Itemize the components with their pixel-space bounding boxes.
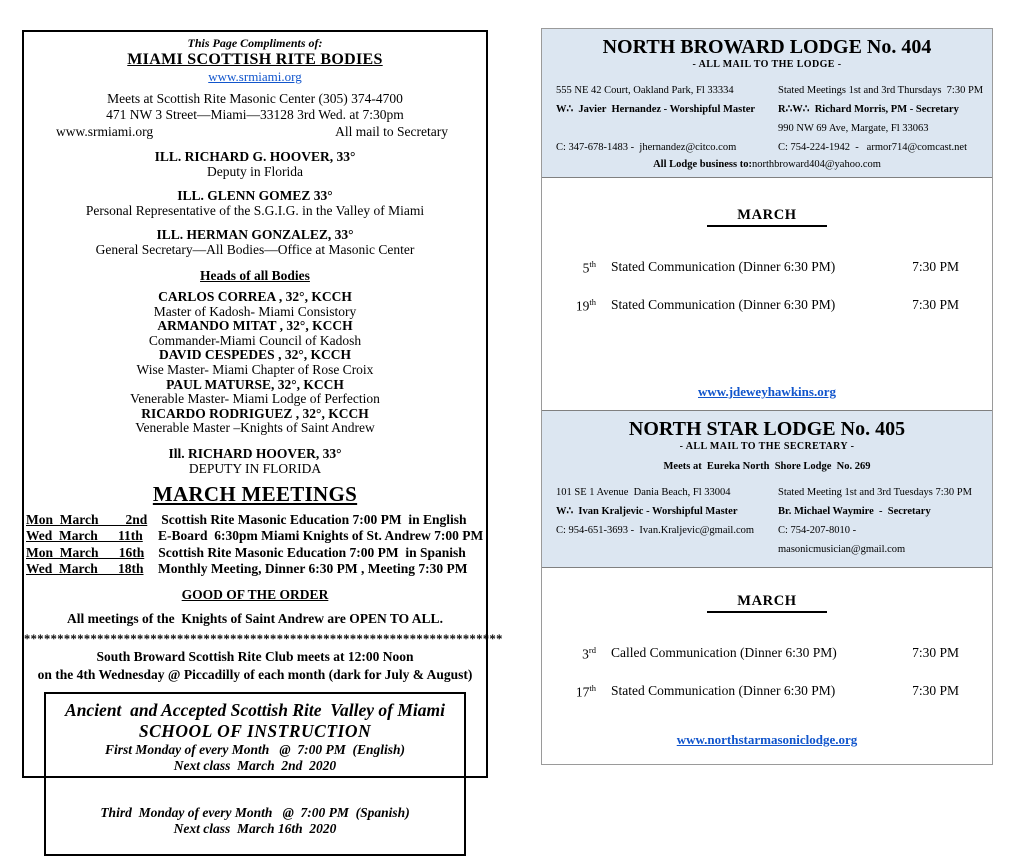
lodge404-events <box>542 259 992 314</box>
event-time: 7:30 PM <box>912 682 959 698</box>
event-row <box>542 645 992 663</box>
org-website-wrap <box>24 69 486 85</box>
officer-name: ILL. GLENN GOMEZ 33° <box>177 188 333 203</box>
march-meetings-title: MARCH MEETINGS <box>152 481 358 506</box>
good-of-order-heading: GOOD OF THE ORDER <box>181 586 329 602</box>
meeting-row <box>24 528 486 545</box>
deputy-role: DEPUTY IN FLORIDA <box>188 460 322 476</box>
officer-name: ILL. HERMAN GONZALEZ, 33° <box>156 227 354 242</box>
lodge404-subtitle: - ALL MAIL TO THE LODGE - <box>692 59 842 70</box>
compliments-line: This Page Compliments of: <box>187 36 323 50</box>
lodge404-business-label: All Lodge business to: <box>653 159 752 170</box>
event-day-suffix: rd <box>588 645 596 655</box>
lodge404-body <box>542 178 992 410</box>
northstar-link[interactable]: www.northstarmasoniclodge.org <box>676 732 858 747</box>
event-desc: Called Communication (Dinner 6:30 PM) <box>611 645 837 660</box>
lodge405-month-wrap <box>542 592 992 613</box>
school-english-next-class: Next class March 2nd 2020 <box>173 758 337 774</box>
school-spanish-next-class: Next class March 16th 2020 <box>173 821 337 837</box>
deputy-entry <box>24 446 486 476</box>
officer-role: Deputy in Florida <box>207 164 303 179</box>
lodge405-meets-at: Meets at Eureka North Shore Lodge No. 269 <box>663 461 871 472</box>
club-line-2: on the 4th Wednesday @ Piccadilly of each month (dark for July & August) <box>37 667 473 683</box>
event-time: 7:30 PM <box>912 645 959 660</box>
lodge404-website-wrap <box>542 384 992 400</box>
club-line-1: South Broward Scottish Rite Club meets at 12:00 Noon <box>96 648 414 664</box>
event-time: 7:30 PM <box>912 296 959 312</box>
lodge404-info-grid <box>542 81 992 157</box>
meeting-row <box>24 545 486 562</box>
head-role: Venerable Master –Knights of Saint Andrew <box>135 420 375 436</box>
lodge405-address: 101 SE 1 Avenue Dania Beach, Fl 33004 <box>556 487 731 498</box>
meeting-date: Wed March 11th <box>26 528 143 544</box>
lodge404-secretary-address: 990 NW 69 Ave, Margate, Fl 33063 <box>778 123 929 134</box>
meeting-desc: Monthly Meeting, Dinner 6:30 PM , Meeting 7:30 PM <box>158 561 468 577</box>
lodge405-master-contact: C: 954-651-3693 - Ivan.Kraljevic@gmail.com <box>556 525 755 536</box>
lodge405-info-grid <box>542 483 992 559</box>
head-role: Venerable Master- Miami Lodge of Perfection <box>130 391 380 407</box>
lodge405-stated-meetings: Stated Meeting 1st and 3rd Tuesdays 7:30 PM <box>778 487 972 498</box>
officer-name: ILL. RICHARD G. HOOVER, 33° <box>154 149 356 164</box>
lodge404-secretary-contact: C: 754-224-1942 - armor714@comcast.net <box>778 142 968 153</box>
meeting-row <box>24 512 486 529</box>
lodge404-month-heading: MARCH <box>707 207 826 227</box>
school-english-schedule: First Monday of every Month @ 7:00 PM (English) <box>105 741 405 757</box>
meets-line-2: 471 NW 3 Street—Miami—33128 3rd Wed. at 7:30pm <box>106 107 404 122</box>
officer-role: General Secretary—All Bodies—Office at Masonic Center <box>95 242 415 257</box>
srmiami-link[interactable]: www.srmiami.org <box>208 69 302 84</box>
event-day: 19th <box>575 296 596 313</box>
meeting-date: Mon March 16th <box>26 544 145 560</box>
lodge404-month-wrap <box>542 206 992 227</box>
officer-role: Personal Representative of the S.G.I.G. in the Valley of Miami <box>85 203 425 218</box>
lodge405-master: W∴ Ivan Kraljevic - Worshipful Master <box>556 506 738 517</box>
head-name: ARMANDO MITAT , 32°, KCCH <box>157 318 353 334</box>
lodge404-master: W∴ Javier Hernandez - Worshipful Master <box>556 104 756 115</box>
march-meetings-table <box>24 512 486 578</box>
mail-row-website: www.srmiami.org <box>56 124 154 139</box>
event-day-suffix: th <box>589 296 596 307</box>
lodge404-header <box>542 29 992 178</box>
lodge404-secretary: R∴W∴ Richard Morris, PM - Secretary <box>778 104 959 115</box>
officer-entry <box>24 188 486 218</box>
head-name: CARLOS CORREA , 32°, KCCH <box>158 289 352 304</box>
lodge404-address: 555 NE 42 Court, Oakland Park, Fl 33334 <box>556 85 734 96</box>
event-row <box>542 297 992 315</box>
meeting-row <box>24 561 486 578</box>
org-title: MIAMI SCOTTISH RITE BODIES <box>127 51 383 68</box>
meeting-date: Mon March 2nd <box>26 511 148 527</box>
meets-line-1: Meets at Scottish Rite Masonic Center (305) 374-4700 <box>107 91 403 106</box>
lodge405-month-heading: MARCH <box>707 593 826 613</box>
mail-row-secretary: All mail to Secretary <box>335 124 448 139</box>
scottish-rite-panel <box>22 30 503 837</box>
meeting-desc: Scottish Rite Masonic Education 7:00 PM in English <box>161 511 467 527</box>
lodge405-secretary: Br. Michael Waymire - Secretary <box>778 506 931 517</box>
school-gap <box>50 775 460 805</box>
event-day-suffix: th <box>589 682 596 693</box>
school-of-instruction-box <box>44 692 466 856</box>
event-day-suffix: th <box>589 259 596 269</box>
lodge404-master-contact: C: 347-678-1483 - jhernandez@citco.com <box>556 142 737 153</box>
officer-entry <box>24 227 486 257</box>
good-of-order-text: All meetings of the Knights of Saint Andrew are OPEN TO ALL. <box>67 610 443 626</box>
lodge405-subtitle: - ALL MAIL TO THE SECRETARY - <box>679 441 855 452</box>
event-desc: Stated Communication (Dinner 6:30 PM) <box>611 682 836 698</box>
heads-list <box>24 290 486 436</box>
event-row <box>542 683 992 701</box>
lodge404-business-line <box>542 159 992 170</box>
head-name: PAUL MATURSE, 32°, KCCH <box>166 376 344 392</box>
separator-stars: ************************************************************************ <box>24 631 503 646</box>
lodge404-title: NORTH BROWARD LODGE No. 404 <box>602 36 932 58</box>
school-valley-line: Ancient and Accepted Scottish Rite Valley of Miami <box>65 699 445 720</box>
officer-entry <box>24 149 486 179</box>
head-role: Wise Master- Miami Chapter of Rose Croix <box>136 361 374 377</box>
event-time: 7:30 PM <box>912 259 959 274</box>
event-day: 17th <box>575 682 596 699</box>
lodge404-empty-cell <box>556 119 778 138</box>
meeting-date: Wed March 18th <box>26 561 144 577</box>
head-role: Master of Kadosh- Miami Consistory <box>153 303 357 319</box>
lodge405-secretary-contact: C: 754-207-8010 - masonicmusician@gmail.com <box>778 525 906 555</box>
lodge405-header <box>542 410 992 568</box>
event-day: 3rd <box>582 645 596 662</box>
deputy-name: Ill. RICHARD HOOVER, 33° <box>168 445 342 461</box>
mail-row <box>24 124 486 140</box>
lodge405-website-wrap <box>542 732 992 748</box>
event-desc: Stated Communication (Dinner 6:30 PM) <box>611 296 836 312</box>
lodge405-events <box>542 645 992 700</box>
school-spanish-schedule: Third Monday of every Month @ 7:00 PM (Spanish) <box>100 804 410 820</box>
jdeweyhawkins-link[interactable]: www.jdeweyhawkins.org <box>698 384 836 399</box>
heads-heading: Heads of all Bodies <box>200 268 310 283</box>
lodge405-title: NORTH STAR LODGE No. 405 <box>628 418 906 440</box>
meeting-desc: E-Board 6:30pm Miami Knights of St. Andrew 7:00 PM <box>158 528 484 544</box>
head-name: RICARDO RODRIGUEZ , 32°, KCCH <box>141 405 369 421</box>
school-title: SCHOOL OF INSTRUCTION <box>138 720 372 741</box>
lodges-column <box>541 28 993 765</box>
head-role: Commander-Miami Council of Kadosh <box>148 332 362 348</box>
event-desc: Stated Communication (Dinner 6:30 PM) <box>611 259 836 274</box>
event-day: 5th <box>582 259 596 276</box>
head-name: DAVID CESPEDES , 32°, KCCH <box>159 347 351 363</box>
meeting-desc: Scottish Rite Masonic Education 7:00 PM in Spanish <box>158 544 466 560</box>
event-row <box>542 259 992 277</box>
lodge404-business-email: northbroward404@yahoo.com <box>751 159 881 170</box>
lodge404-stated-meetings: Stated Meetings 1st and 3rd Thursdays 7:30 PM <box>778 85 984 96</box>
lodge405-body <box>542 568 992 764</box>
